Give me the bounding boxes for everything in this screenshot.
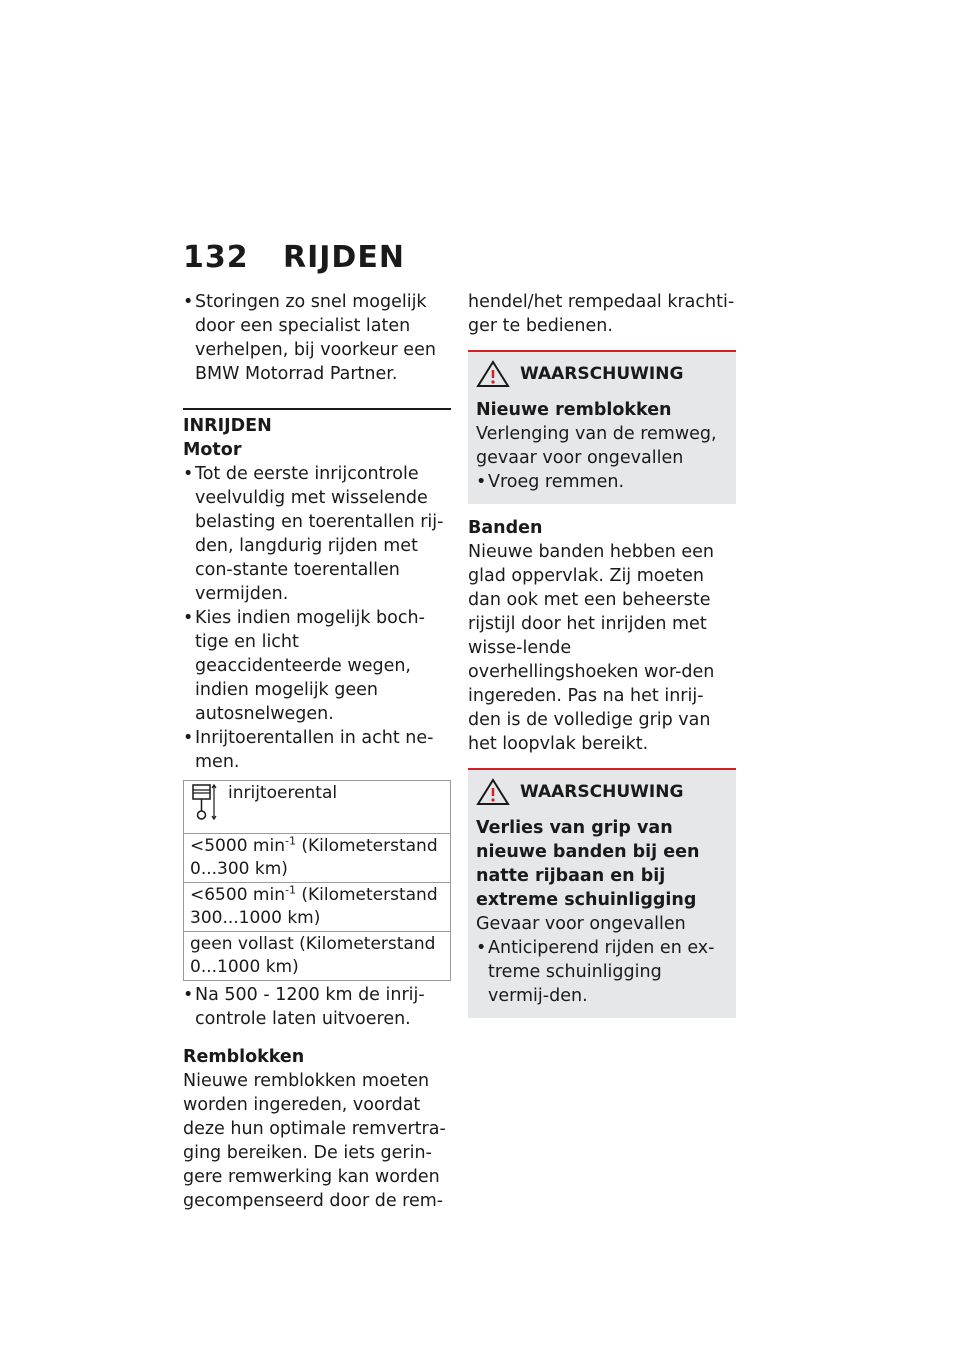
warning-triangle-icon	[476, 360, 510, 388]
warning-title: WAARSCHUWING	[520, 782, 684, 802]
page-header	[183, 240, 405, 275]
list-item: • Storingen zo snel mogelijk door een specialist laten verhelpen, bij voorkeur een BMW Motorrad Partner.	[183, 292, 436, 384]
page-number: 132	[183, 240, 249, 275]
warning-box	[468, 350, 736, 504]
section-title: INRIJDEN	[183, 408, 451, 438]
warning-title: WAARSCHUWING	[520, 364, 684, 384]
warning-text: Verlenging van de remweg, gevaar voor ongevallen	[476, 424, 717, 468]
motor-heading: Motor	[183, 440, 242, 460]
left-column	[183, 290, 451, 1213]
table-row: <5000 $\min^{-1}$ (Kilometerstand 0...300 km)	[184, 834, 451, 883]
right-column	[468, 290, 736, 1030]
list-item: • Inrijtoerentallen in acht ne-men.	[183, 728, 434, 772]
tyres-heading: Banden	[468, 518, 543, 538]
chapter-title: RIJDEN	[283, 240, 405, 275]
brakes-heading: Remblokken	[183, 1047, 305, 1067]
table-row: geen vollast (Kilometerstand 0...1000 km)	[184, 932, 451, 981]
list-item: • Tot de eerste inrijcontrole veelvuldig met wisselende belasting en toerentallen rij-den, langdurig rijden met con-stante toerentallen vermijden.	[183, 464, 444, 604]
warning-box	[468, 768, 736, 1018]
tyres-text: Nieuwe banden hebben een glad oppervlak. Zij moeten dan ook met een beheerste rijstijl door het inrijden met wisse-lende overhellingshoeken wor-den ingereden. Pas na het inrij-den is de volledige grip van het loopvlak bereikt.	[468, 542, 715, 754]
table-row	[184, 781, 451, 834]
table-header: inrijtoerental	[228, 783, 338, 803]
list-item: • Na 500 - 1200 km de inrij-controle laten uitvoeren.	[183, 985, 425, 1029]
piston-icon	[190, 782, 218, 822]
break-in-rpm-table	[183, 780, 451, 981]
continued-text: hendel/het rempedaal krachti-ger te bedienen.	[468, 292, 735, 336]
brakes-text: Nieuwe remblokken moeten worden ingereden, voordat deze hun optimale remvertra-ging bereiken. De iets gerin-gere remwerking kan worden gecompenseerd door de rem-	[183, 1071, 446, 1211]
list-item: • Kies indien mogelijk boch-tige en licht geaccidenteerde wegen, indien mogelijk geen autosnelwegen.	[183, 608, 425, 724]
warning-heading: Nieuwe remblokken	[476, 400, 672, 420]
warning-triangle-icon	[476, 778, 510, 806]
table-row: <6500 $\min^{-1}$ (Kilometerstand 300...1000 km)	[184, 883, 451, 932]
warning-heading: Verlies van grip van nieuwe banden bij een natte rijbaan en bij extreme schuinligging	[476, 818, 700, 910]
list-item: • Anticiperend rijden en ex-treme schuinligging vermij-den.	[476, 938, 715, 1006]
list-item: • Vroeg remmen.	[476, 472, 625, 492]
warning-text: Gevaar voor ongevallen	[476, 914, 686, 934]
